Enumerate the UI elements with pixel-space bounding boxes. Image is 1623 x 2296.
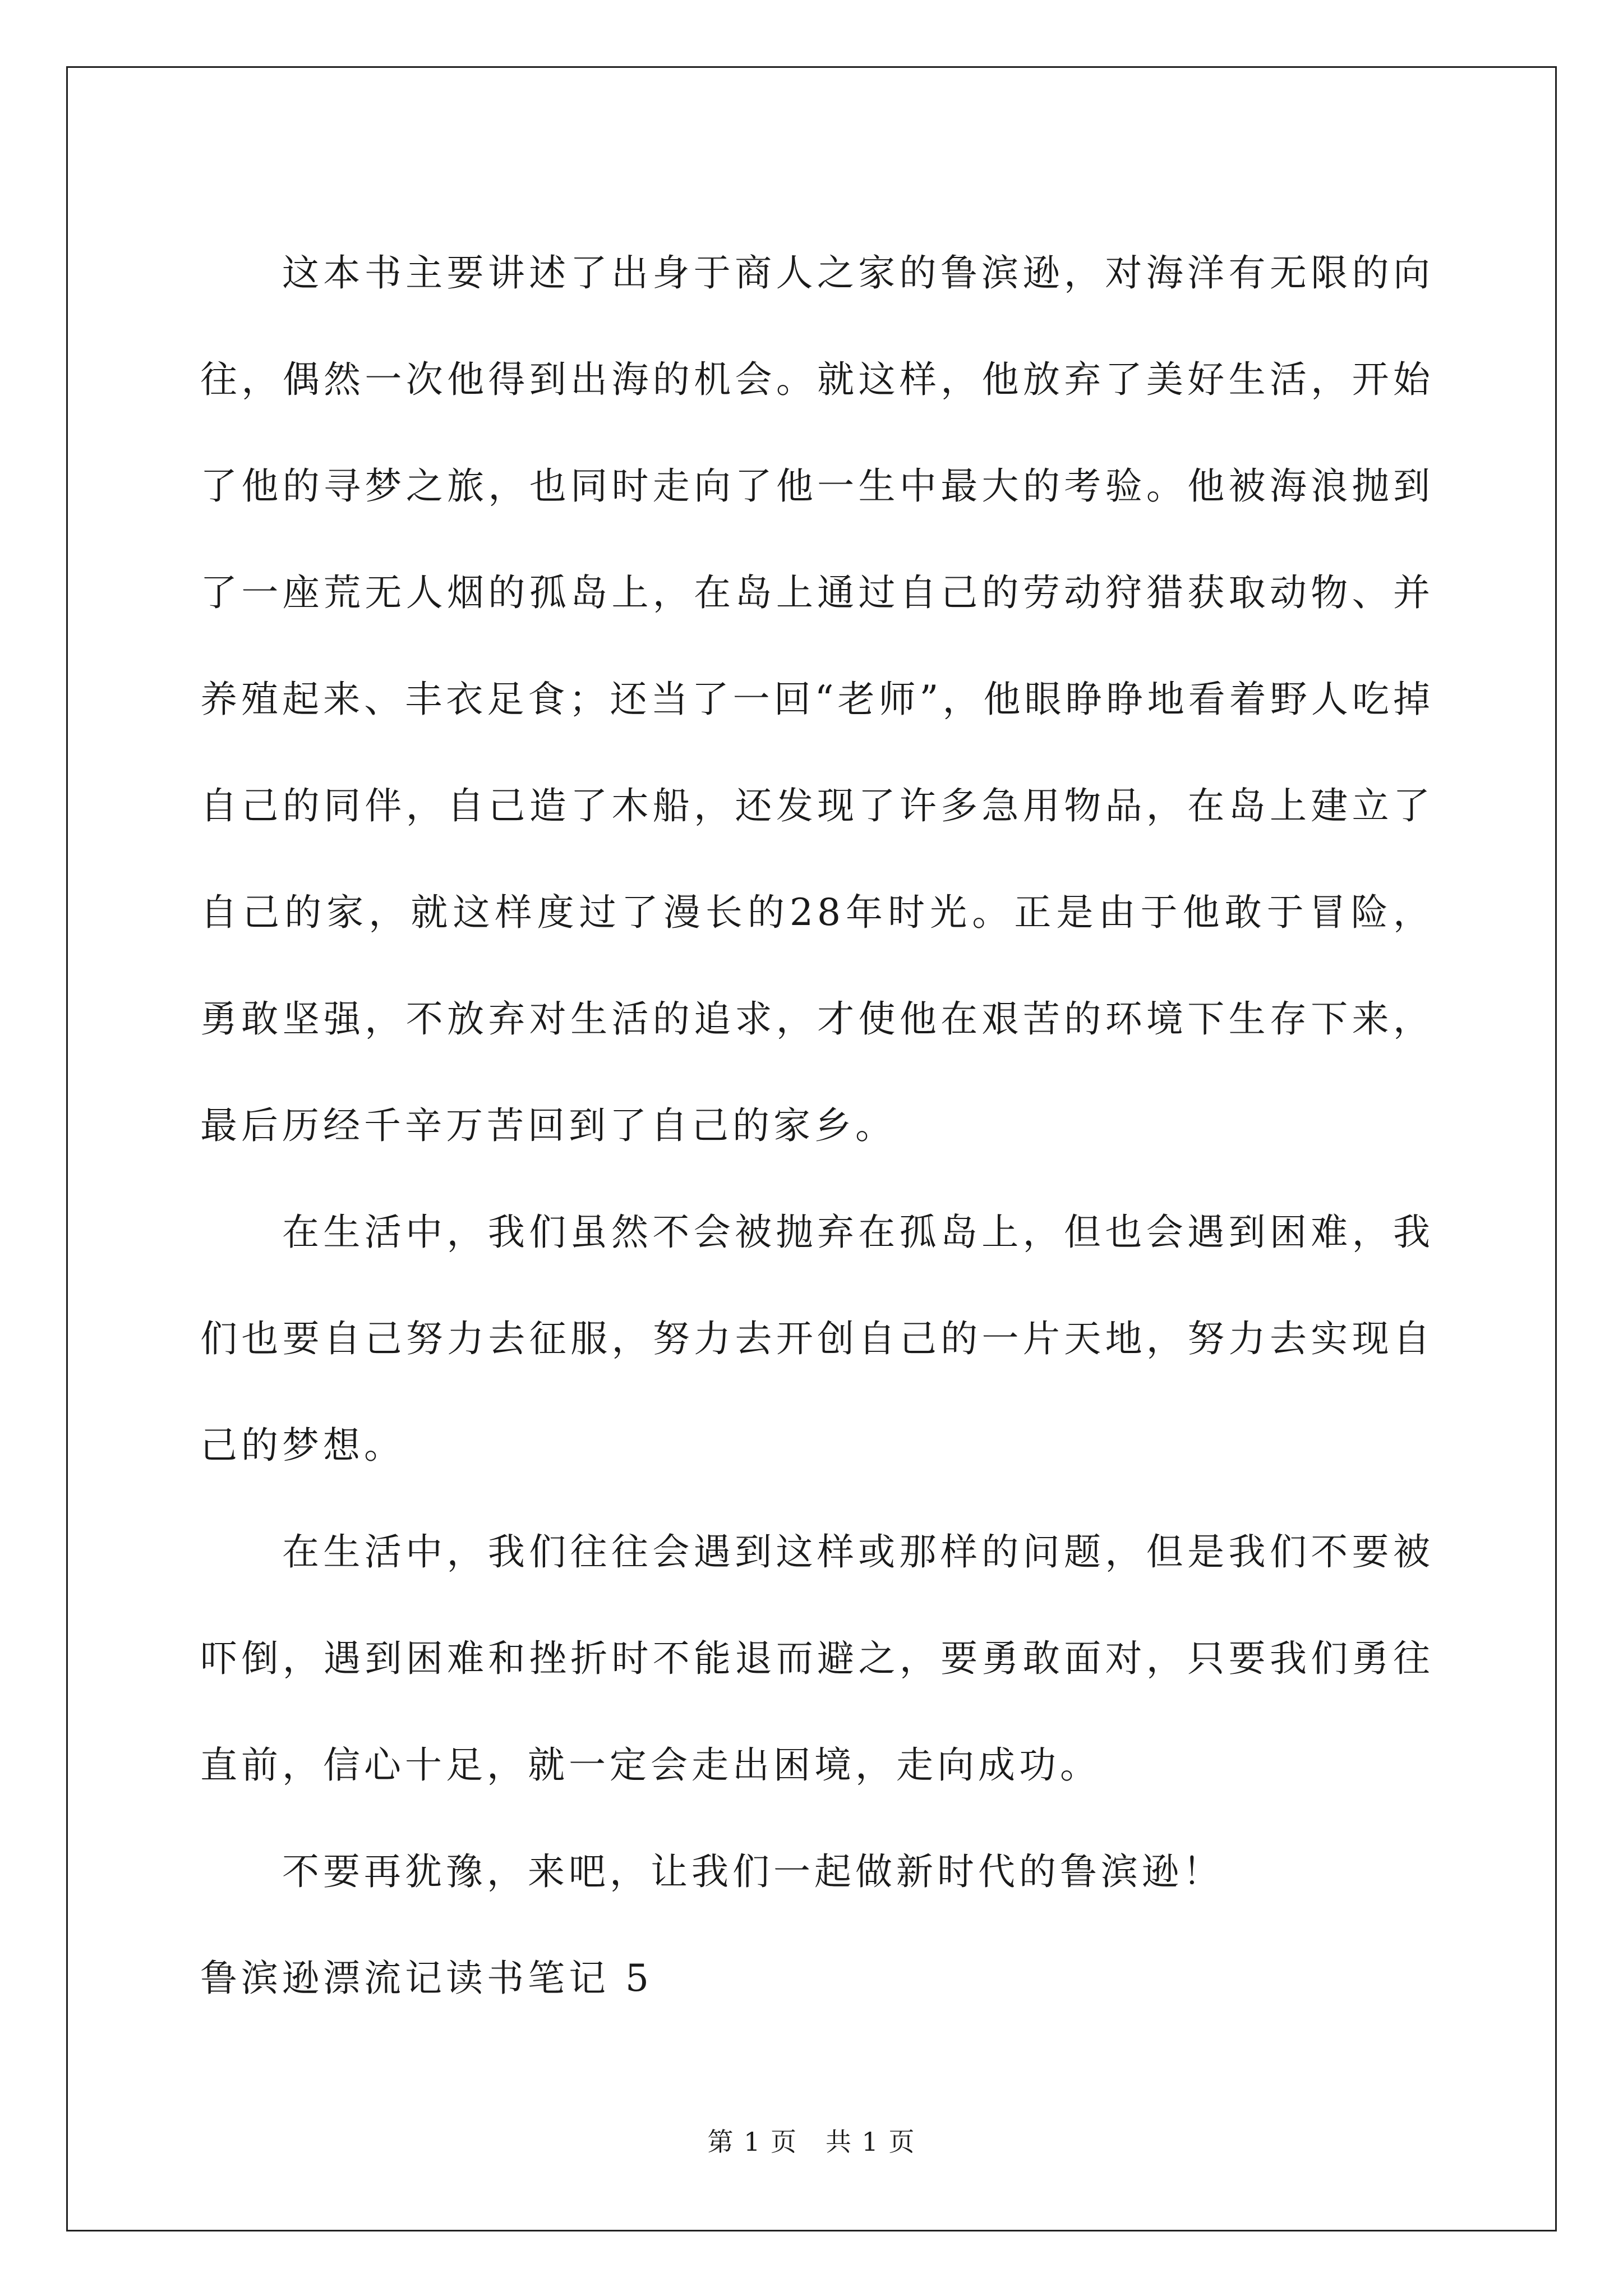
total-pages: 共 1 页 (825, 2127, 916, 2157)
page-footer (0, 2122, 1623, 2159)
paragraph-2: 在生活中，我们虽然不会被抛弃在孤岛上，但也会遇到困难，我们也要自己努力去征服，努力去开创自己的一片天地，努力去实现自己的梦想。 (200, 1211, 1434, 1467)
page-number: 第 1 页 (707, 2127, 798, 2157)
paragraph-4: 不要再犹豫，来吧，让我们一起做新时代的鲁滨逊！ (282, 1850, 1224, 1893)
paragraph-3: 在生活中，我们往往会遇到这样或那样的问题，但是我们不要被吓倒，遇到困难和挫折时不能退而避之，要勇敢面对，只要我们勇往直前，信心十足，就一定会走出困境，走向成功。 (200, 1530, 1434, 1787)
next-section-title: 鲁滨逊漂流记读书笔记 5 (200, 1957, 653, 2000)
document-body (200, 220, 1434, 2032)
paragraph-1: 这本书主要讲述了出身于商人之家的鲁滨逊，对海洋有无限的向往，偶然一次他得到出海的机会。就这样，他放弃了美好生活，开始了他的寻梦之旅，也同时走向了他一生中最大的考验。他被海浪抛到了一座荒无人烟的孤岛上，在岛上通过自己的劳动狩猎获取动物、并养殖起来、丰衣足食；还当了一回“老师”，他眼睁睁地看着野人吃掉自己的同伴，自己造了木船，还发现了许多急用物品，在岛上建立了自己的家，就这样度过了漫长的28年时光。正是由于他敢于冒险，勇敢坚强，不放弃对生活的追求，才使他在艰苦的环境下生存下来，最后历经千辛万苦回到了自己的家乡。 (200, 251, 1434, 1147)
